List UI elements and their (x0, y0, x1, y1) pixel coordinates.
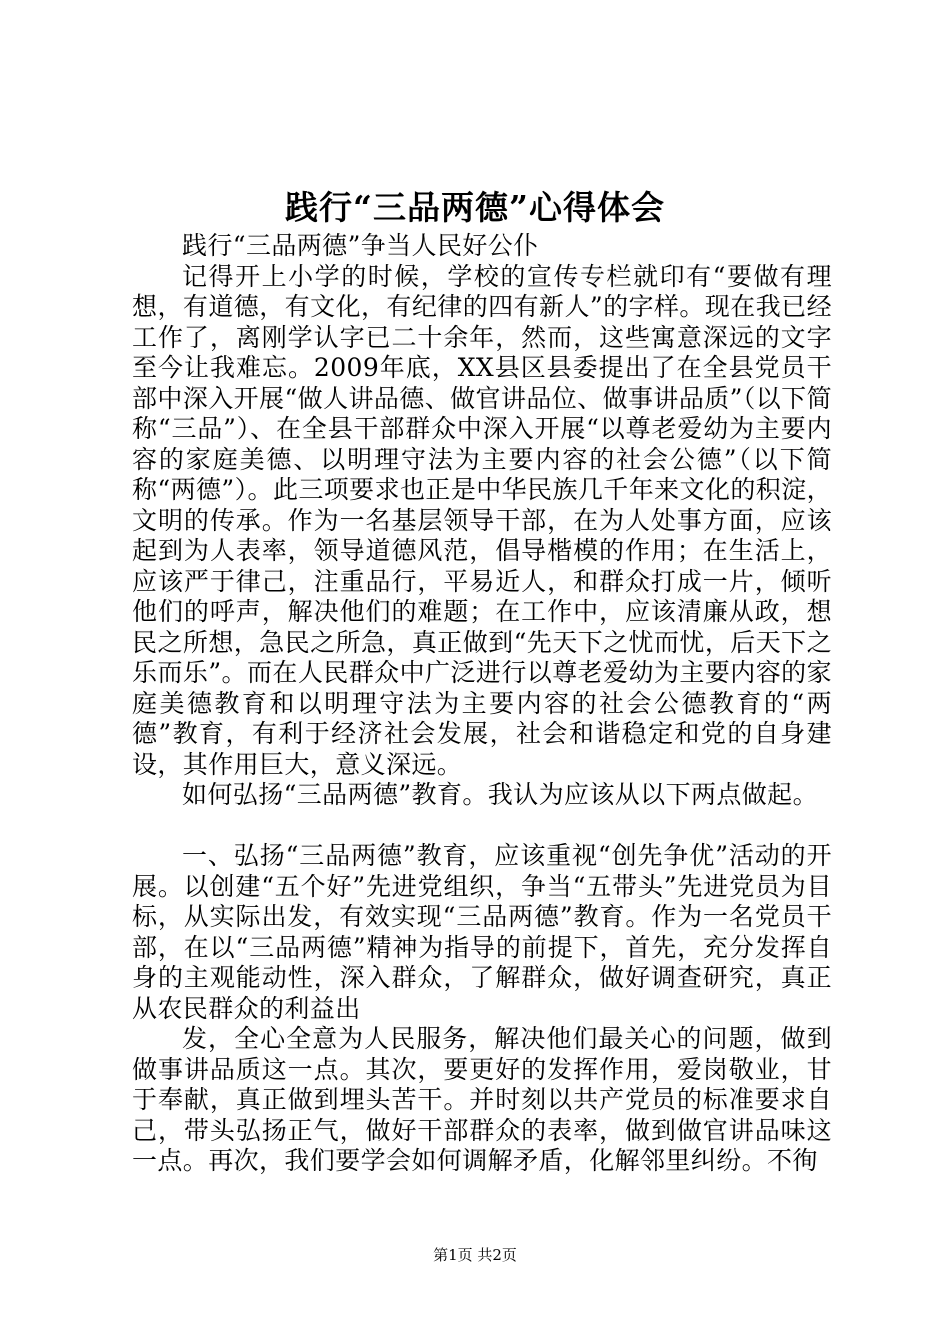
paragraph-2: 如何弘扬“三品两德”教育。我认为应该从以下两点做起。 (182, 780, 818, 809)
paragraph-4: 发，全心全意为人民服务，解决他们最关心的问题，做到做事讲品质这一点。其次，要更好的发挥作用，爱岗敬业，甘于奉献，真正做到埋头苦干。并时刻以共产党员的标准要求自己，带头弘扬正气，做好干部群众的表率，做到做官讲品味这一点。再次，我们要学会如何调解矛盾，化解邻里纠纷。不徇 (132, 1024, 832, 1175)
paragraph-spacer (132, 811, 832, 842)
document-body (132, 231, 832, 1177)
paragraph-3: 一、弘扬“三品两德”教育，应该重视“创先争优”活动的开展。以创建“五个好”先进党组织，争当“五带头”先进党员为目标，从实际出发，有效实现“三品两德”教育。作为一名党员干部，在以“三品两德”精神为指导的前提下，首先，充分发挥自身的主观能动性，深入群众，了解群众，做好调查研究，真正从农民群众的利益出 (132, 841, 832, 1023)
page-footer: 第1页 共2页 (433, 1246, 517, 1264)
paragraph-subtitle: 践行“三品两德”争当人民好公仆 (182, 231, 539, 260)
paragraph-1: 记得开上小学的时候，学校的宣传专栏就印有“要做有理想，有道德，有文化，有纪律的四有新人”的字样。现在我已经工作了，离刚学认字已二十余年，然而，这些寓意深远的文字至今让我难忘。2009年底，XX县区县委提出了在全县党员干部中深入开展“做人讲品德、做官讲品位、做事讲品质”（以下简称“三品”）、在全县干部群众中深入开展“以尊老爱幼为主要内容的家庭美德、以明理守法为主要内容的社会公德”（以下简称“两德”）。此三项要求也正是中华民族几千年来文化的积淀，文明的传承。作为一名基层领导干部，在为人处事方面，应该起到为人表率，领导道德风范，倡导楷模的作用；在生活上，应该严于律己，注重品行，平易近人，和群众打成一片，倾听他们的呼声，解决他们的难题；在工作中，应该清廉从政，想民之所想，急民之所急，真正做到“先天下之忧而忧，后天下之乐而乐”。而在人民群众中广泛进行以尊老爱幼为主要内容的家庭美德教育和以明理守法为主要内容的社会公德教育的“两德”教育，有利于经济社会发展，社会和谐稳定和党的自身建设，其作用巨大，意义深远。 (132, 261, 832, 779)
document-title: 践行“三品两德”心得体会 (285, 188, 665, 227)
